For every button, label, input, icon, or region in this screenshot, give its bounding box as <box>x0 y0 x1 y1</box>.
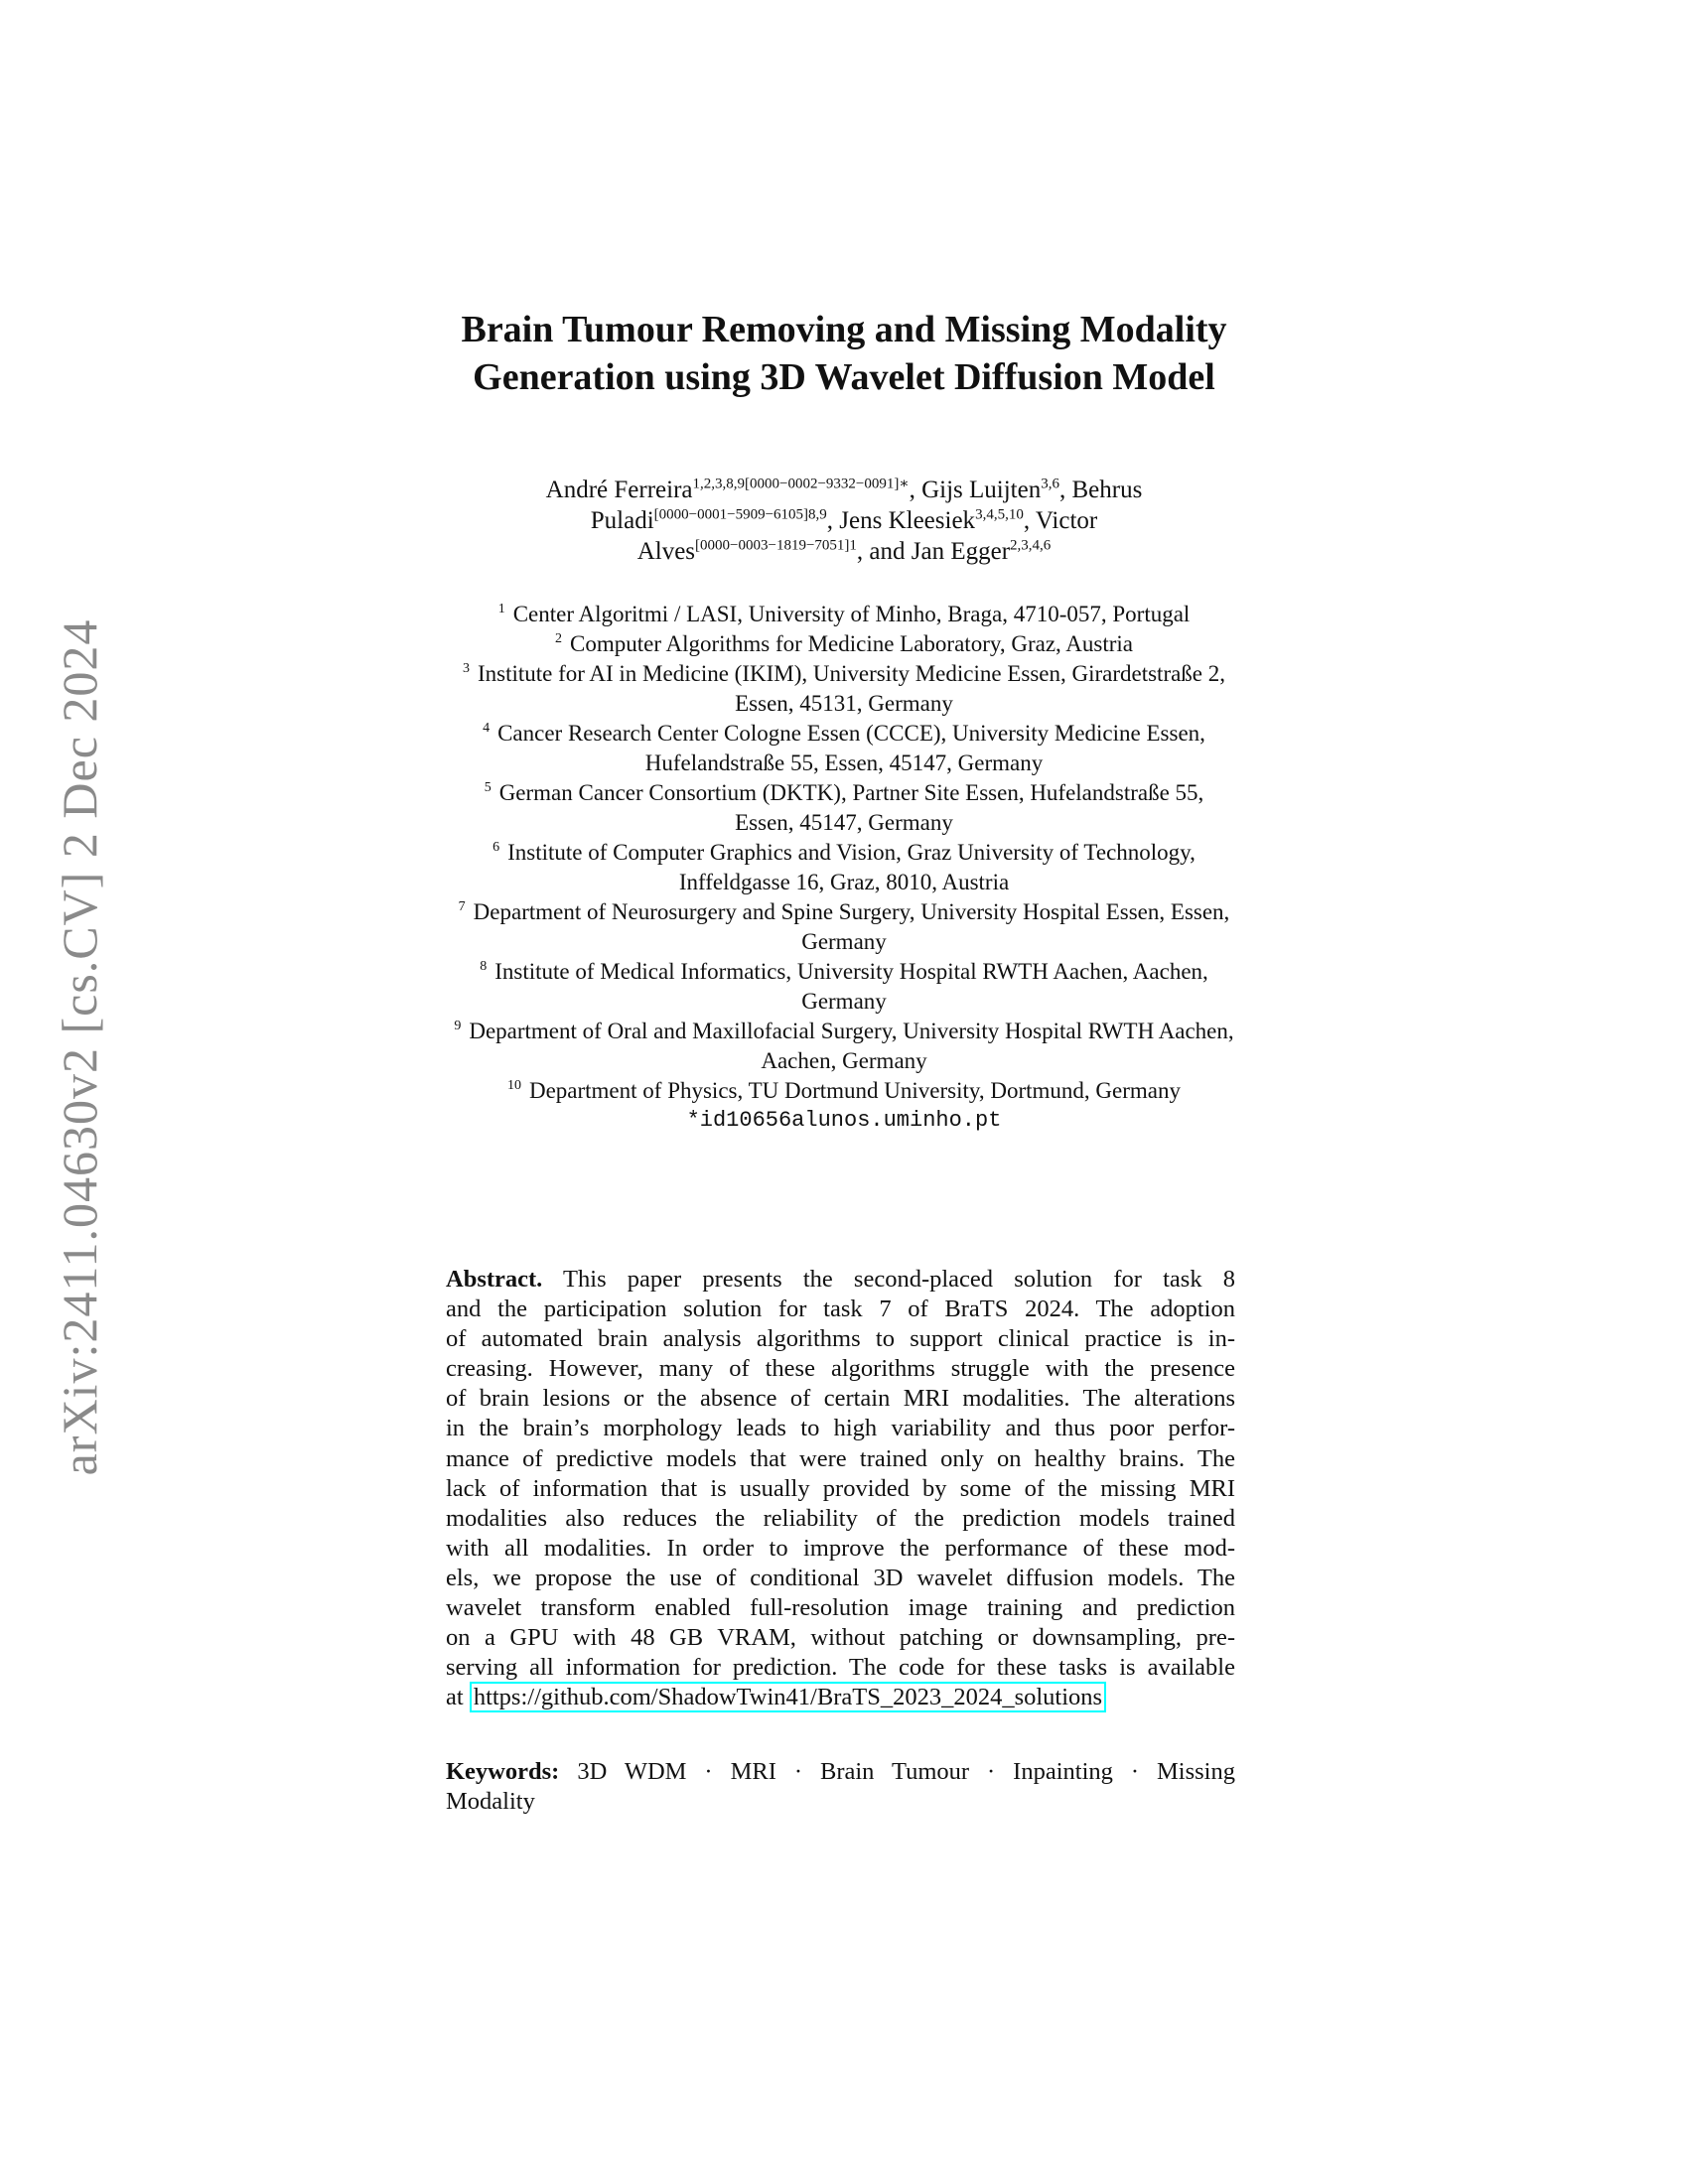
abstract-text: creasing. However, many of these algorithms struggle with the presence <box>446 1355 1235 1383</box>
author-list <box>0 475 1688 567</box>
affiliation-text: Germany <box>801 929 887 954</box>
affiliation-text: Department of Neurosurgery and Spine Surgery, University Hospital Essen, Essen, <box>473 899 1230 924</box>
affiliation-number: 3 <box>462 661 470 677</box>
affiliation-line <box>0 897 1688 927</box>
author-sup: 3,4,5,10 <box>975 506 1024 523</box>
affiliation-line <box>0 868 1688 897</box>
affiliation-number: 5 <box>484 780 492 796</box>
affiliation-text: Department of Physics, TU Dortmund University, Dortmund, Germany <box>528 1078 1182 1103</box>
affiliation-number: 6 <box>492 840 500 856</box>
affiliation-text: Germany <box>801 989 887 1014</box>
affiliation-text: German Cancer Consortium (DKTK), Partner Site Essen, Hufelandstraße 55, <box>498 780 1204 805</box>
affiliation-text: Aachen, Germany <box>761 1048 927 1073</box>
affiliation-text: Hufelandstraße 55, Essen, 45147, Germany <box>644 751 1044 775</box>
abstract-line <box>446 1474 1235 1504</box>
author-line <box>0 536 1688 567</box>
affiliation-text: Cancer Research Center Cologne Essen (CCCE), University Medicine Essen, <box>497 721 1205 746</box>
author-line <box>0 475 1688 505</box>
affiliation-text: Department of Oral and Maxillofacial Surgery, University Hospital RWTH Aachen, <box>469 1019 1234 1043</box>
affiliation-text: Institute of Medical Informatics, University Hospital RWTH Aachen, Aachen, <box>494 959 1208 984</box>
abstract-text: and the participation solution for task 7 of BraTS 2024. The adoption <box>446 1296 1235 1323</box>
author-line <box>0 505 1688 536</box>
affiliation-line <box>0 600 1688 629</box>
abstract <box>446 1265 1235 1712</box>
affiliation-number: 7 <box>458 899 466 915</box>
affiliation-line <box>0 629 1688 659</box>
title-line: Generation using 3D Wavelet Diffusion Model <box>473 356 1215 398</box>
author-sup: [0000−0001−5909−6105]8,9 <box>653 506 827 523</box>
affiliation-number: 2 <box>555 631 562 647</box>
abstract-text: in the brain’s morphology leads to high variability and thus poor perfor- <box>446 1415 1235 1442</box>
corresponding-email: *id10656alunos.uminho.pt <box>686 1108 1002 1133</box>
affiliation-text: Institute for AI in Medicine (IKIM), University Medicine Essen, Girardetstraße 2, <box>477 661 1226 686</box>
affiliation-line <box>0 778 1688 808</box>
affiliation-line <box>0 927 1688 957</box>
abstract-text: at <box>446 1684 464 1711</box>
affiliation-line <box>0 749 1688 778</box>
author-name: , Gijs Luijten <box>909 477 1042 503</box>
arxiv-identifier: arXiv:2411.04630v2 [cs.CV] 2 Dec 2024 <box>52 618 107 1476</box>
affiliation-text: Computer Algorithms for Medicine Laboratory, Graz, Austria <box>570 631 1133 656</box>
abstract-text: of automated brain analysis algorithms to support clinical practice is in- <box>446 1325 1235 1353</box>
affiliation-line <box>0 719 1688 749</box>
abstract-line <box>446 1414 1235 1443</box>
author-name: , Behrus <box>1058 477 1143 503</box>
abstract-line <box>446 1265 1235 1295</box>
abstract-line <box>446 1534 1235 1564</box>
affiliation-line <box>0 689 1688 719</box>
author-name: Puladi <box>590 507 654 534</box>
affiliation-list <box>0 600 1688 1136</box>
abstract-line <box>446 1623 1235 1653</box>
abstract-label: Abstract. <box>446 1266 543 1293</box>
abstract-text: serving all information for prediction. The code for these tasks is available <box>446 1654 1235 1682</box>
affiliation-number: 8 <box>480 959 488 975</box>
author-name: André Ferreira <box>545 477 693 503</box>
affiliation-number: 10 <box>506 1078 521 1094</box>
affiliation-line <box>0 1017 1688 1046</box>
abstract-line <box>446 1504 1235 1534</box>
abstract-text: with all modalities. In order to improve the performance of these mod- <box>446 1534 1235 1562</box>
abstract-text: modalities also reduces the reliability of the prediction models trained <box>446 1504 1235 1532</box>
author-name: , Jens Kleesiek <box>826 507 976 534</box>
abstract-text: on a GPU with 48 GB VRAM, without patching or downsampling, pre- <box>446 1624 1235 1652</box>
affiliation-text: Essen, 45131, Germany <box>735 691 953 716</box>
abstract-text: els, we propose the use of conditional 3D wavelet diffusion models. The <box>446 1564 1235 1591</box>
author-sup: 1,2,3,8,9[0000−0002−9332−0091]∗ <box>692 476 910 492</box>
author-sup: [0000−0003−1819−7051]1 <box>695 537 857 554</box>
abstract-line <box>446 1564 1235 1593</box>
abstract-line <box>446 1593 1235 1623</box>
affiliation-number: 4 <box>483 721 491 737</box>
affiliation-line <box>0 808 1688 838</box>
keywords <box>446 1757 1235 1817</box>
abstract-line <box>446 1324 1235 1354</box>
author-sup: 2,3,4,6 <box>1010 537 1052 554</box>
paper-title <box>0 306 1688 401</box>
abstract-text: mance of predictive models that were trained only on healthy brains. The <box>446 1444 1235 1472</box>
author-name: , Victor <box>1023 507 1098 534</box>
affiliation-number: 9 <box>454 1019 462 1034</box>
affiliation-line <box>0 838 1688 868</box>
code-repository-link[interactable]: https://github.com/ShadowTwin41/BraTS_2023_2024_solutions <box>470 1682 1106 1712</box>
abstract-line <box>446 1683 1235 1712</box>
abstract-text: of brain lesions or the absence of certain MRI modalities. The alterations <box>446 1385 1235 1413</box>
keywords-text: Modality <box>446 1788 535 1815</box>
abstract-line <box>446 1653 1235 1683</box>
affiliation-text: Inffeldgasse 16, Graz, 8010, Austria <box>678 870 1010 894</box>
abstract-line <box>446 1295 1235 1324</box>
keywords-text: 3D WDM · MRI · Brain Tumour · Inpainting · Missing <box>577 1758 1235 1785</box>
abstract-text: lack of information that is usually provided by some of the missing MRI <box>446 1474 1235 1502</box>
author-name: Alves <box>636 538 696 565</box>
author-name: , and Jan Egger <box>856 538 1011 565</box>
affiliation-line <box>0 957 1688 987</box>
abstract-line <box>446 1444 1235 1474</box>
affiliation-number: 1 <box>497 602 505 617</box>
abstract-text: wavelet transform enabled full-resolution image training and prediction <box>446 1594 1235 1622</box>
affiliation-line <box>0 987 1688 1017</box>
author-sup: 3,6 <box>1041 476 1059 492</box>
affiliation-text: Essen, 45147, Germany <box>735 810 953 835</box>
abstract-line <box>446 1354 1235 1384</box>
keywords-line <box>446 1757 1235 1787</box>
abstract-text: This paper presents the second-placed solution for task 8 <box>563 1266 1236 1293</box>
title-line: Brain Tumour Removing and Missing Modality <box>461 309 1227 350</box>
abstract-line <box>446 1384 1235 1414</box>
keywords-label: Keywords: <box>446 1758 560 1785</box>
affiliation-text: Center Algoritmi / LASI, University of Minho, Braga, 4710-057, Portugal <box>512 602 1191 626</box>
affiliation-line <box>0 1076 1688 1106</box>
affiliation-line <box>0 659 1688 689</box>
affiliation-text: Institute of Computer Graphics and Vision, Graz University of Technology, <box>507 840 1196 865</box>
affiliation-line <box>0 1046 1688 1076</box>
